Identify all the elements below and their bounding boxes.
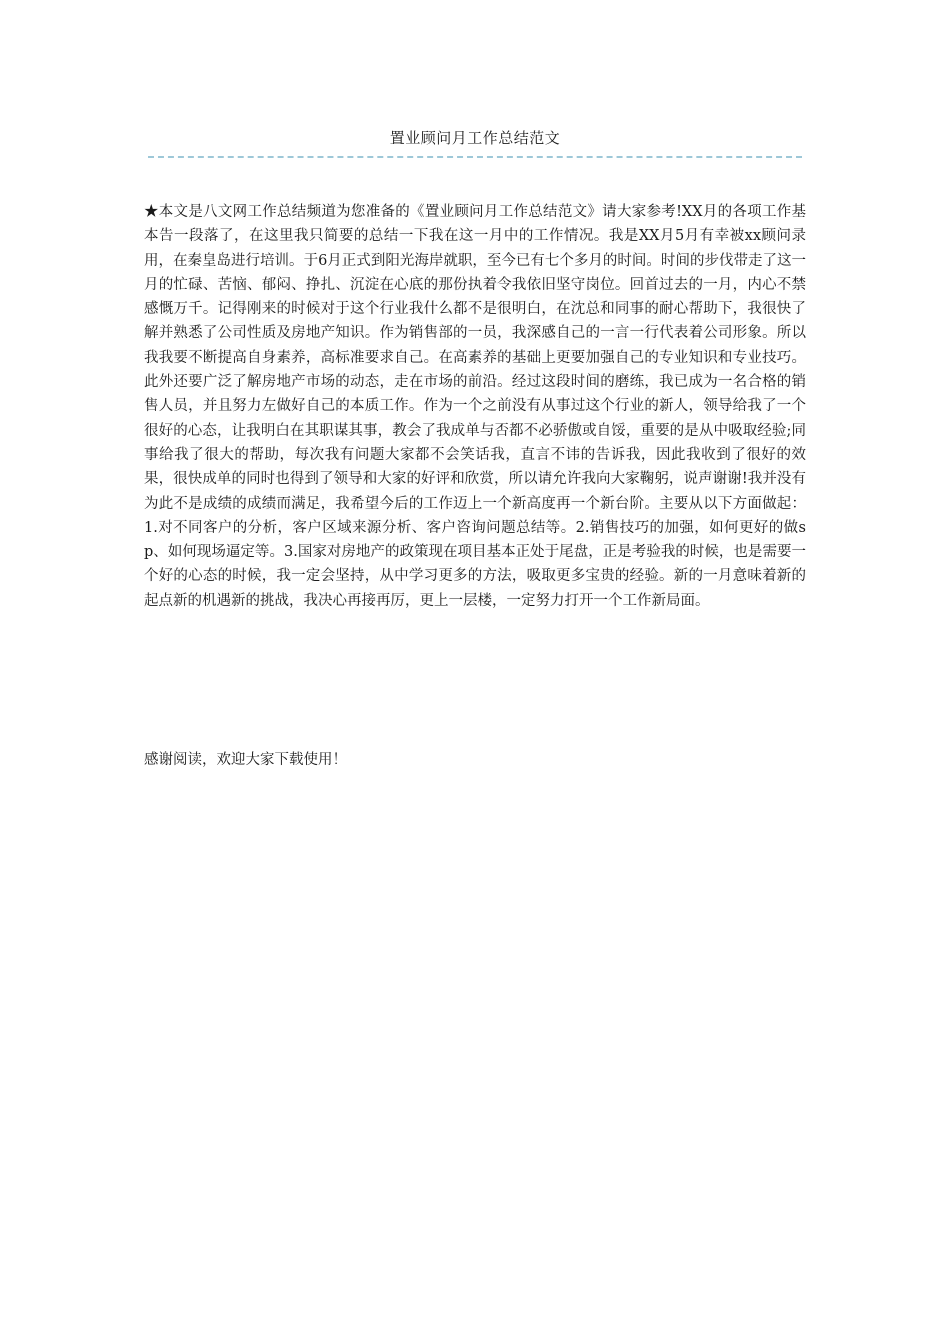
title-divider bbox=[148, 156, 802, 158]
document-title: 置业顾问月工作总结范文 bbox=[389, 129, 561, 147]
closing-line: 感谢阅读，欢迎大家下载使用！ bbox=[144, 752, 347, 768]
body-paragraph: ★本文是八文网工作总结频道为您准备的《置业顾问月工作总结范文》请大家参考!XX月的各项工作基本告一段落了，在这里我只简要的总结一下我在这一月中的工作情况。我是XX月5月有幸被xx顾问录用，在秦皇岛进行培训。于6月正式到阳光海岸就职，至今已有七个多月的时间。时间的步伐带走了这一月的忙碌、苦恼、郁闷、挣扎、沉淀在心底的那份执着令我依旧坚守岗位。回首过去的一月，内心不禁感慨万千。记得刚来的时候对于这个行业我什么都不是很明白，在沈总和同事的耐心帮助下，我很快了解并熟悉了公司性质及房地产知识。作为销售部的一员，我深感自己的一言一行代表着公司形象。所以我我要不断提高自身素养，高标准要求自己。在高素养的基础上更要加强自己的专业知识和专业技巧。此外还要广泛了解房地产市场的动态，走在市场的前沿。经过这段时间的磨练，我已成为一名合格的销售人员，并且努力左做好自己的本质工作。作为一个之前没有从事过这个行业的新人，领导给我了一个很好的心态，让我明白在其职谋其事，教会了我成单与否都不必骄傲或自馁，重要的是从中吸取经验;同事给我了很大的帮助，每次我有问题大家都不会笑话我，直言不讳的告诉我，因此我收到了很好的效果，很快成单的同时也得到了领导和大家的好评和欣赏，所以请允许我向大家鞠躬，说声谢谢!我并没有为此不是成绩的成绩而满足，我希望今后的工作迈上一个新高度再一个新台阶。主要从以下方面做起：1.对不同客户的分析，客户区域来源分析、客户咨询问题总结等。2.销售技巧的加强，如何更好的做sp、如何现场逼定等。3.国家对房地产的政策现在项目基本正处于尾盘，正是考验我的时候，也是需要一个好的心态的时候，我一定会坚持，从中学习更多的方法，吸取更多宝贵的经验。新的一月意味着新的起点新的机遇新的挑战，我决心再接再厉，更上一层楼，一定努力打开一个工作新局面。 bbox=[144, 204, 806, 609]
